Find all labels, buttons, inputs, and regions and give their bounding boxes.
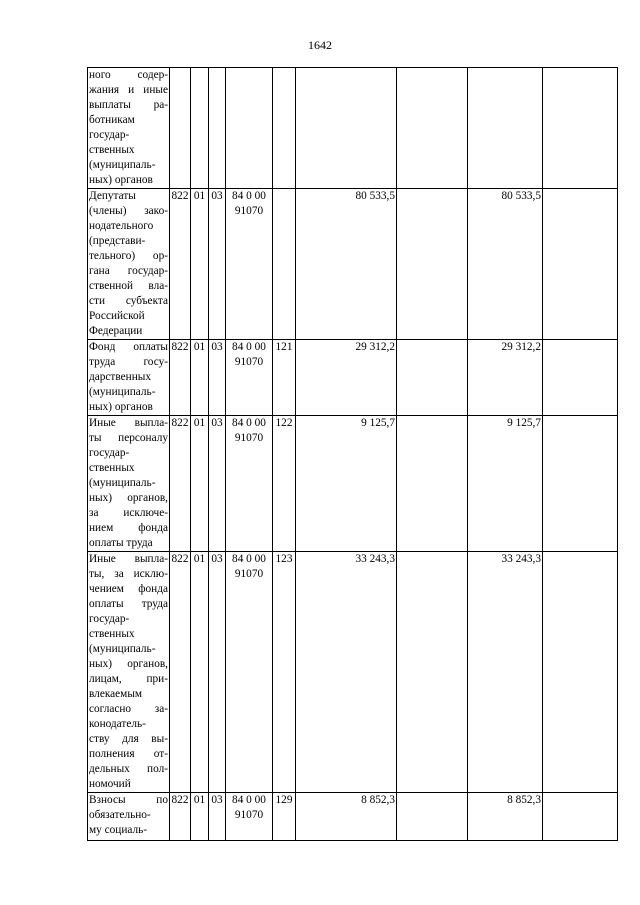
cell-amount-3 (468, 68, 543, 189)
cell-amount-3: 33 243,3 (468, 552, 543, 793)
cell-expense-type (273, 68, 296, 189)
cell-amount-2 (397, 416, 468, 552)
item-name-line: Депутаты (89, 190, 136, 202)
item-name-line: дельных пол- (89, 763, 168, 775)
table-row (88, 793, 618, 841)
cell-amount-2 (397, 189, 468, 340)
item-name-line: ственных (89, 462, 135, 474)
item-name-line: номочий (89, 778, 131, 790)
cell-amount-1 (296, 68, 397, 189)
cell-amount-3: 80 533,5 (468, 189, 543, 340)
table-row (88, 68, 618, 189)
cell-amount-1: 29 312,2 (296, 340, 397, 416)
cell-ved-code: 822 (170, 189, 191, 340)
item-name-line: чением фонда (89, 583, 168, 595)
cell-target-article: 84 0 00 91070 (226, 552, 273, 793)
cell-amount-3: 29 312,2 (468, 340, 543, 416)
cell-section-code: 01 (191, 189, 209, 340)
item-name-line: ственных (89, 144, 135, 156)
item-name-line: оплаты труда (89, 537, 153, 549)
table-row (88, 416, 618, 552)
item-name-line: гана государ- (89, 265, 168, 277)
item-name-line: ных) органов (89, 401, 153, 413)
item-name-line: (муниципаль- (89, 159, 156, 171)
item-name-line: ботникам (89, 114, 135, 126)
cell-section-code: 01 (191, 340, 209, 416)
cell-section-code (191, 68, 209, 189)
cell-subsection-code: 03 (209, 552, 226, 793)
item-name-line: за исключе- (89, 507, 168, 519)
cell-target-article: 84 0 00 91070 (226, 340, 273, 416)
cell-amount-1: 8 852,3 (296, 793, 397, 841)
cell-target-article: 84 0 00 91070 (226, 416, 273, 552)
cell-subsection-code: 03 (209, 340, 226, 416)
cell-amount-4 (543, 68, 618, 189)
cell-amount-4 (543, 552, 618, 793)
cell-amount-1: 33 243,3 (296, 552, 397, 793)
item-name-line: полнения от- (89, 748, 168, 760)
page-number: 1642 (308, 38, 332, 52)
item-name-line: труда госу- (89, 356, 168, 368)
item-name-line: ственных (89, 628, 135, 640)
item-name-line: тельного) ор- (89, 250, 168, 262)
item-name-line: ных) органов, (89, 658, 168, 670)
cell-target-article (226, 68, 273, 189)
item-name-line: ству для вы- (89, 733, 168, 745)
item-name-line: ты персоналу (89, 432, 168, 444)
item-name-line: согласно за- (89, 703, 168, 715)
cell-amount-2 (397, 552, 468, 793)
cell-subsection-code: 03 (209, 189, 226, 340)
cell-amount-4 (543, 416, 618, 552)
cell-section-code: 01 (191, 416, 209, 552)
item-name-line: сти субъекта (89, 295, 168, 307)
cell-expense-type: 122 (273, 416, 296, 552)
cell-amount-4 (543, 340, 618, 416)
cell-ved-code (170, 68, 191, 189)
item-name-line: Федерации (89, 325, 143, 337)
cell-item-name (88, 189, 170, 340)
cell-amount-4 (543, 793, 618, 841)
cell-item-name (88, 793, 170, 841)
item-name-line: дарственных (89, 371, 151, 383)
item-name-line: ного содер- (89, 69, 168, 81)
item-name-line: ных) органов, (89, 492, 168, 504)
cell-subsection-code: 03 (209, 416, 226, 552)
item-name-line: обязательно- (89, 809, 151, 821)
cell-ved-code: 822 (170, 793, 191, 841)
cell-ved-code: 822 (170, 340, 191, 416)
item-name-line: (члены) зако- (89, 205, 168, 217)
cell-amount-1: 9 125,7 (296, 416, 397, 552)
cell-ved-code: 822 (170, 416, 191, 552)
table-row (88, 340, 618, 416)
cell-expense-type (273, 189, 296, 340)
cell-amount-1: 80 533,5 (296, 189, 397, 340)
cell-subsection-code: 03 (209, 793, 226, 841)
item-name-line: выплаты ра- (89, 99, 168, 111)
item-name-line: Фонд оплаты (89, 341, 168, 353)
item-name-line: (муниципаль- (89, 386, 156, 398)
cell-section-code: 01 (191, 552, 209, 793)
item-name-line: ных) органов (89, 174, 153, 186)
item-name-line: нодательного (89, 220, 154, 232)
cell-amount-3: 8 852,3 (468, 793, 543, 841)
item-name-line: (муниципаль- (89, 643, 156, 655)
item-name-line: оплаты труда (89, 598, 168, 610)
cell-amount-2 (397, 793, 468, 841)
budget-table (87, 67, 618, 841)
item-name-line: государ- (89, 447, 130, 459)
item-name-line: (представи- (89, 235, 146, 247)
cell-target-article: 84 0 00 91070 (226, 189, 273, 340)
item-name-line: жания и иные (89, 84, 168, 96)
cell-expense-type: 121 (273, 340, 296, 416)
item-name-line: конодатель- (89, 718, 146, 730)
cell-amount-2 (397, 340, 468, 416)
item-name-line: государ- (89, 613, 130, 625)
item-name-line: Иные выпла- (89, 417, 168, 429)
item-name-line: влекаемым (89, 688, 143, 700)
item-name-line: Российской (89, 310, 145, 322)
item-name-line: лицам, при- (89, 673, 168, 685)
cell-expense-type: 123 (273, 552, 296, 793)
cell-target-article: 84 0 00 91070 (226, 793, 273, 841)
cell-item-name (88, 68, 170, 189)
cell-amount-2 (397, 68, 468, 189)
table-row (88, 552, 618, 793)
table-row (88, 189, 618, 340)
cell-amount-3: 9 125,7 (468, 416, 543, 552)
cell-item-name (88, 552, 170, 793)
item-name-line: ственной вла- (89, 280, 168, 292)
item-name-line: нием фонда (89, 522, 168, 534)
cell-ved-code: 822 (170, 552, 191, 793)
cell-item-name (88, 416, 170, 552)
item-name-line: государ- (89, 129, 130, 141)
item-name-line: Иные выпла- (89, 553, 168, 565)
cell-expense-type: 129 (273, 793, 296, 841)
cell-subsection-code (209, 68, 226, 189)
item-name-line: Взносы по (89, 794, 168, 806)
cell-item-name (88, 340, 170, 416)
cell-section-code: 01 (191, 793, 209, 841)
item-name-line: (муниципаль- (89, 477, 156, 489)
item-name-line: ты, за исклю- (89, 568, 168, 580)
item-name-line: му социаль- (89, 824, 148, 836)
cell-amount-4 (543, 189, 618, 340)
